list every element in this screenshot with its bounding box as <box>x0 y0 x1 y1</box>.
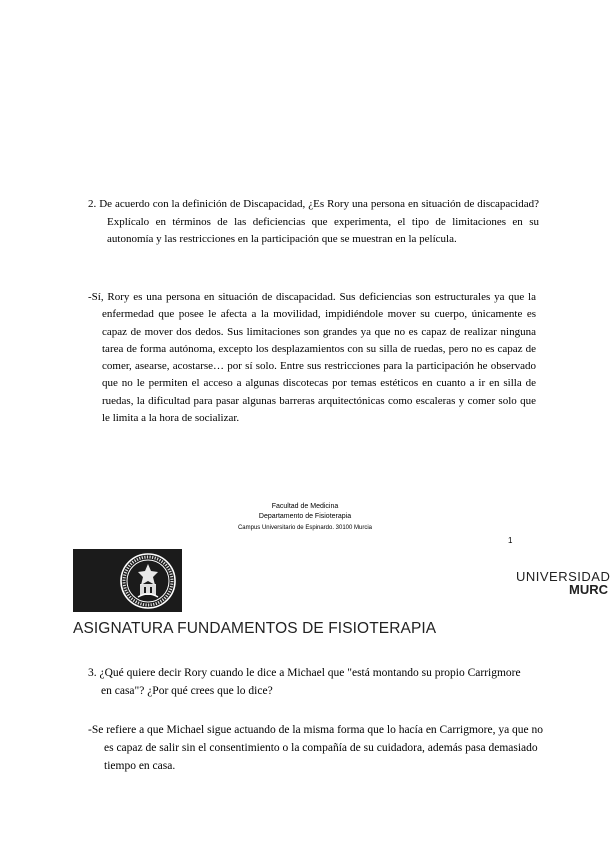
campus-address: Campus Universitario de Espinardo. 30100 Murcia <box>237 525 373 531</box>
answer-3: -Se refiere a que Michael sigue actuando de la misma forma que lo hacía en Carrigmore, ya que no es capaz de salir sin el consentimiento o la compañía de su cuidadora, además pasa demasiado tiempo en casa. <box>88 724 544 772</box>
page-number: 1 <box>508 536 513 545</box>
subject-title: ASIGNATURA FUNDAMENTOS DE FISIOTERAPIA <box>73 620 437 637</box>
page-footer <box>200 502 410 522</box>
university-name-line2: MURC <box>569 582 608 597</box>
department-name: Departamento de Fisioterapia <box>258 513 352 520</box>
faculty-name: Facultad de Medicina <box>271 503 339 510</box>
question-3: 3. ¿Qué quiere decir Rory cuando le dice a Michael que "está montando su propio Carrigmore en casa"? ¿Por qué crees que lo dice? <box>88 667 521 697</box>
answer-2: -Sí, Rory es una persona en situación de discapacidad. Sus deficiencias son estructurales ya que la enfermedad que posee le afecta a la movilidad, impidiéndole mover su cuerpo, únicamente es capaz de mover dos dedos. Sus limitaciones son grandes ya que no es capaz de realizar ninguna tarea de forma autónoma, excepto los desplazamientos con su silla de ruedas, pero no es capaz de comer, asearse, acostarse… por sí solo. Entre sus restricciones para la participación he observado que no le permiten el acceso a algunas discotecas por temas estéticos en cuanto a ir en silla de ruedas, la dificultad para pasar algunas barreras arquitectónicas como escaleras y comer solo que le limita a la hora de socializar. <box>88 291 536 425</box>
question-2: 2. De acuerdo con la definición de Discapacidad, ¿Es Rory una persona en situación de discapacidad? Explícalo en términos de las deficiencias que experimenta, el tipo de limitaciones en su autonomía y las restricciones en la participación que se muestran en la película. <box>88 198 539 245</box>
university-name-line1: UNIVERSIDAD <box>516 569 610 584</box>
university-seal-icon <box>118 551 178 611</box>
